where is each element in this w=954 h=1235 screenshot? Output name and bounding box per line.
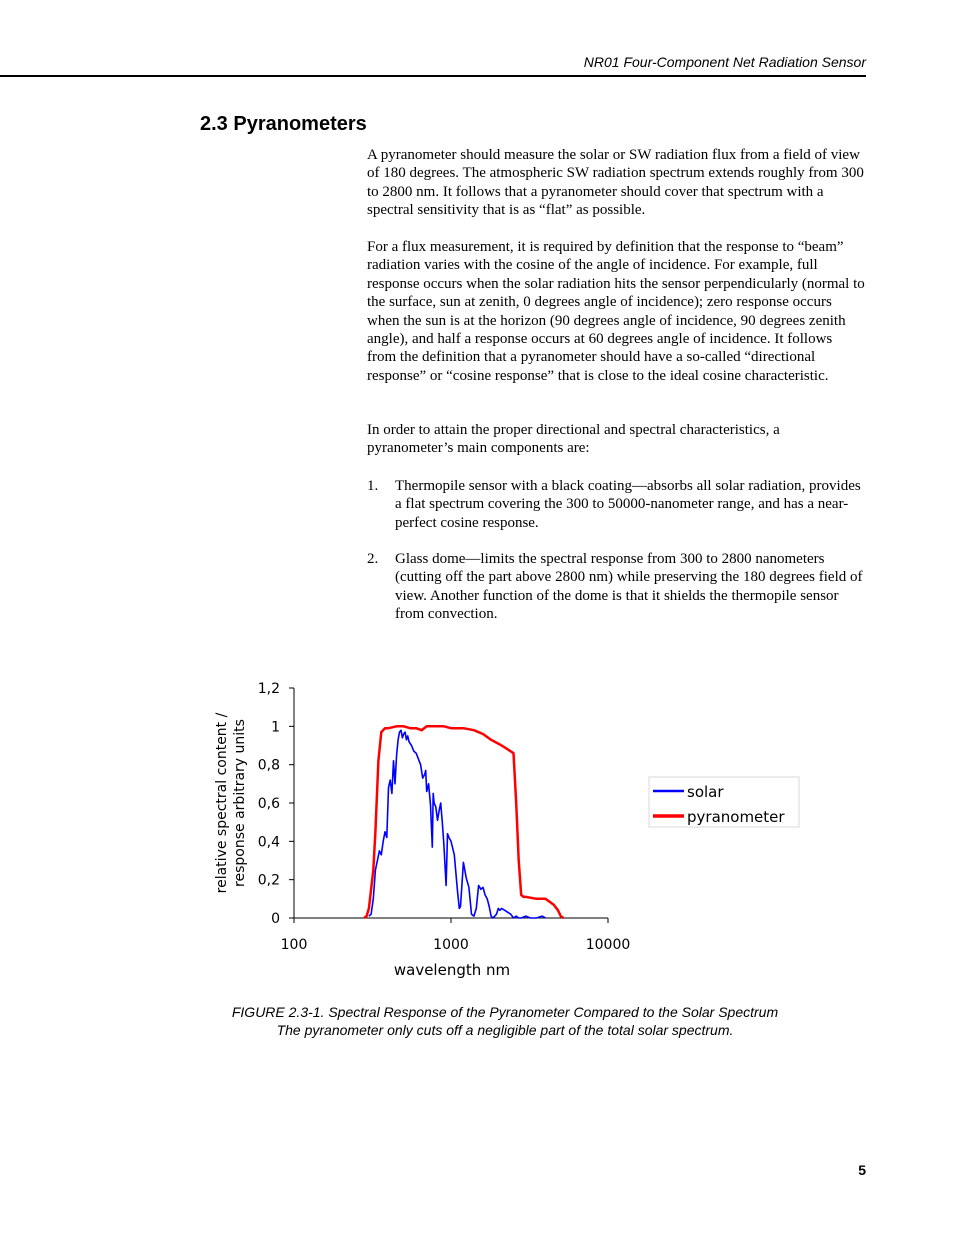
series-line-solar <box>369 730 546 918</box>
figure-caption-line1: FIGURE 2.3-1. Spectral Response of the Pyranometer Compared to the Solar Spectrum <box>231 1004 779 1020</box>
section-title: 2.3 Pyranometers <box>200 113 367 135</box>
chart-axes <box>294 688 608 918</box>
y-axis-label-line1: relative spectral content / <box>214 712 230 894</box>
paragraph-3: In order to attain the proper directional and spectral characteristics, a pyranometer’s main components are: <box>367 422 780 457</box>
list-item-2-number: 2. <box>367 551 379 567</box>
running-header: NR01 Four-Component Net Radiation Sensor <box>583 54 866 70</box>
y-tick-label: 0,2 <box>257 872 280 889</box>
y-tick-label: 0 <box>271 911 280 927</box>
page-number: 5 <box>858 1162 866 1178</box>
y-tick-label: 0,4 <box>257 834 280 851</box>
y-tick-label: 0,6 <box>257 796 280 812</box>
y-tick-label: 0,8 <box>257 757 280 774</box>
series-layer <box>364 726 563 918</box>
x-tick-label: 100 <box>280 937 308 953</box>
x-tick-label: 1000 <box>433 937 469 953</box>
y-tick-label: 1,2 <box>257 681 280 697</box>
list-item-1-text: Thermopile sensor with a black coating—absorbs all solar radiation, provides a flat spectrum covering the 300 to 50000-nanometer range, and has a near-perfect cosine response. <box>395 478 861 531</box>
y-tick-label: 1 <box>271 719 280 736</box>
x-ticks <box>281 918 631 953</box>
y-axis-label-line2: response arbitrary units <box>232 719 248 887</box>
paragraph-2: For a flux measurement, it is required by definition that the response to “beam” radiation varies with the cosine of the angle of incidence. For example, full response occurs when the solar radiation hits the sensor perpendicularly (normal to the surface, sun at zenith, 0 degrees angle of incidence); zero response occurs when the sun is at the horizon (90 degrees angle of incidence, 90 degrees zenith angle), and half a response occurs at 60 degrees angle of incidence. It follows from the definition that a pyranometer should have a so-called “directional response” or “cosine response” that is close to the ideal cosine characteristic. <box>367 239 865 384</box>
x-axis-label: wavelength nm <box>393 961 511 979</box>
paragraph-1: A pyranometer should measure the solar or SW radiation flux from a field of view of 180 degrees. The atmospheric SW radiation spectrum extends roughly from 300 to 2800 nm. It follows that a pyranometer should cover that spectrum with a spectral sensitivity that is as “flat” as possible. <box>367 147 864 219</box>
list-item-1-number: 1. <box>367 478 379 494</box>
spectral-response-chart <box>190 670 820 990</box>
series-line-pyranometer <box>364 726 563 918</box>
legend-label-solar: solar <box>687 783 724 801</box>
legend-label-pyranometer: pyranometer <box>687 808 785 826</box>
legend <box>649 777 799 827</box>
x-tick-label: 10000 <box>585 937 631 953</box>
header-rule <box>0 75 866 77</box>
figure-caption <box>0 1003 954 1040</box>
list-item-2-text: Glass dome—limits the spectral response from 300 to 2800 nanometers (cutting off the part above 2800 nm) while preserving the 180 degrees field of view. Another function of the dome is that it shields the thermopile sensor from convection. <box>395 551 863 623</box>
y-ticks <box>258 681 294 927</box>
figure-caption-line2: The pyranometer only cuts off a negligible part of the total solar spectrum. <box>276 1022 734 1039</box>
